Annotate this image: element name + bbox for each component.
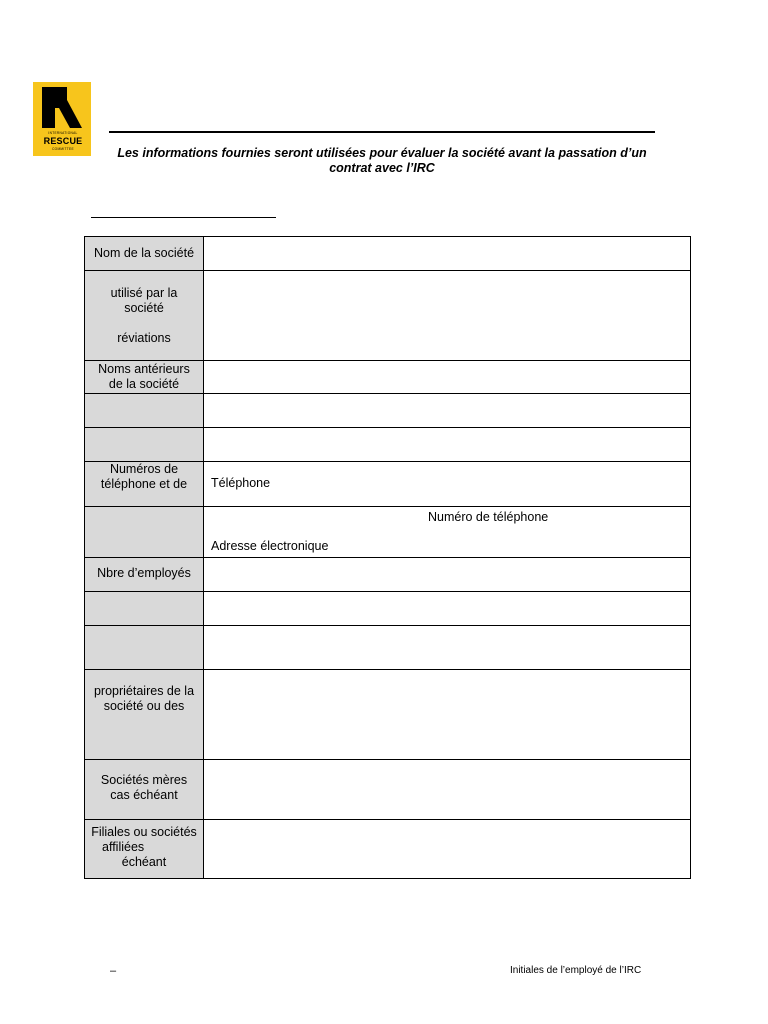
header-rule [109, 131, 655, 133]
company-info-table [84, 236, 691, 879]
table-row [85, 271, 691, 361]
subtitle-line-2: contrat avec l’IRC [329, 161, 435, 175]
phone-label-line-2: téléphone et de [100, 477, 188, 491]
table-row [85, 237, 691, 271]
form-subtitle [100, 146, 664, 176]
subtitle-line-1: Les informations fournies seront utilisées pour évaluer la société avant la passation d’un [117, 146, 647, 160]
logo-line-2: RESCUE [43, 136, 83, 146]
label-cell [85, 428, 204, 462]
owners-label-line-1: propriétaires de la [93, 684, 195, 698]
blank-field-3[interactable] [204, 592, 691, 626]
table-row [85, 462, 691, 507]
label-cell [85, 394, 204, 428]
subsidiaries-field[interactable] [204, 820, 691, 879]
former-names-label-line-1: Noms antérieurs [98, 362, 190, 376]
subsidiaries-label-line-3: échéant [121, 855, 167, 869]
footer-initials: Initiales de l’employé de l’IRC [510, 965, 642, 976]
label-cell [85, 271, 204, 361]
label-cell [85, 760, 204, 820]
blank-field-4[interactable] [204, 626, 691, 670]
parent-companies-field[interactable] [204, 760, 691, 820]
trade-name-label-line-3: réviations [117, 331, 171, 345]
label-cell [85, 237, 204, 271]
label-cell [85, 670, 204, 760]
table-row [85, 361, 691, 394]
table-row [85, 558, 691, 592]
label-cell [85, 626, 204, 670]
blank-field-1[interactable] [204, 394, 691, 428]
label-cell [85, 820, 204, 879]
phone-field[interactable] [204, 462, 691, 507]
table-row [85, 507, 691, 558]
irc-logo [33, 82, 91, 156]
trade-name-label-line-1: utilisé par la [110, 286, 178, 300]
former-names-label-line-2: de la société [108, 377, 180, 391]
section-rule [91, 217, 276, 218]
label-cell [85, 507, 204, 558]
footer-dash: – [110, 965, 117, 977]
logo-line-1: INTERNATIONAL [48, 131, 78, 135]
table-row [85, 820, 691, 879]
label-cell [85, 558, 204, 592]
email-label: Adresse électronique [211, 539, 329, 553]
employees-label: Nbre d’employés [97, 566, 191, 580]
contact-field[interactable] [204, 507, 691, 558]
former-names-field[interactable] [204, 361, 691, 394]
owners-field[interactable] [204, 670, 691, 760]
parent-companies-label-line-2: cas échéant [110, 788, 178, 802]
owners-label-line-2: société ou des [103, 699, 185, 713]
label-cell [85, 462, 204, 507]
label-cell [85, 361, 204, 394]
table-row [85, 394, 691, 428]
phone-field-label: Téléphone [211, 476, 271, 490]
table-row [85, 760, 691, 820]
blank-field-2[interactable] [204, 428, 691, 462]
parent-companies-label-line-1: Sociétés mères [100, 773, 188, 787]
logo-arrow-icon [33, 82, 91, 132]
table-row [85, 626, 691, 670]
logo-line-3: COMMITTEE [52, 147, 74, 151]
company-name-label: Nom de la société [93, 246, 195, 260]
label-cell [85, 592, 204, 626]
trade-name-label-line-2: société [124, 301, 164, 315]
phone-number-label: Numéro de téléphone [428, 510, 549, 524]
subsidiaries-label-line-1: Filiales ou sociétés [91, 825, 197, 839]
table-row [85, 428, 691, 462]
employees-field[interactable] [204, 558, 691, 592]
company-name-field[interactable] [204, 237, 691, 271]
subsidiaries-label-line-2: affiliées [102, 840, 145, 854]
table-row [85, 592, 691, 626]
phone-label-line-1: Numéros de [109, 462, 179, 476]
trade-name-field[interactable] [204, 271, 691, 361]
table-row [85, 670, 691, 760]
